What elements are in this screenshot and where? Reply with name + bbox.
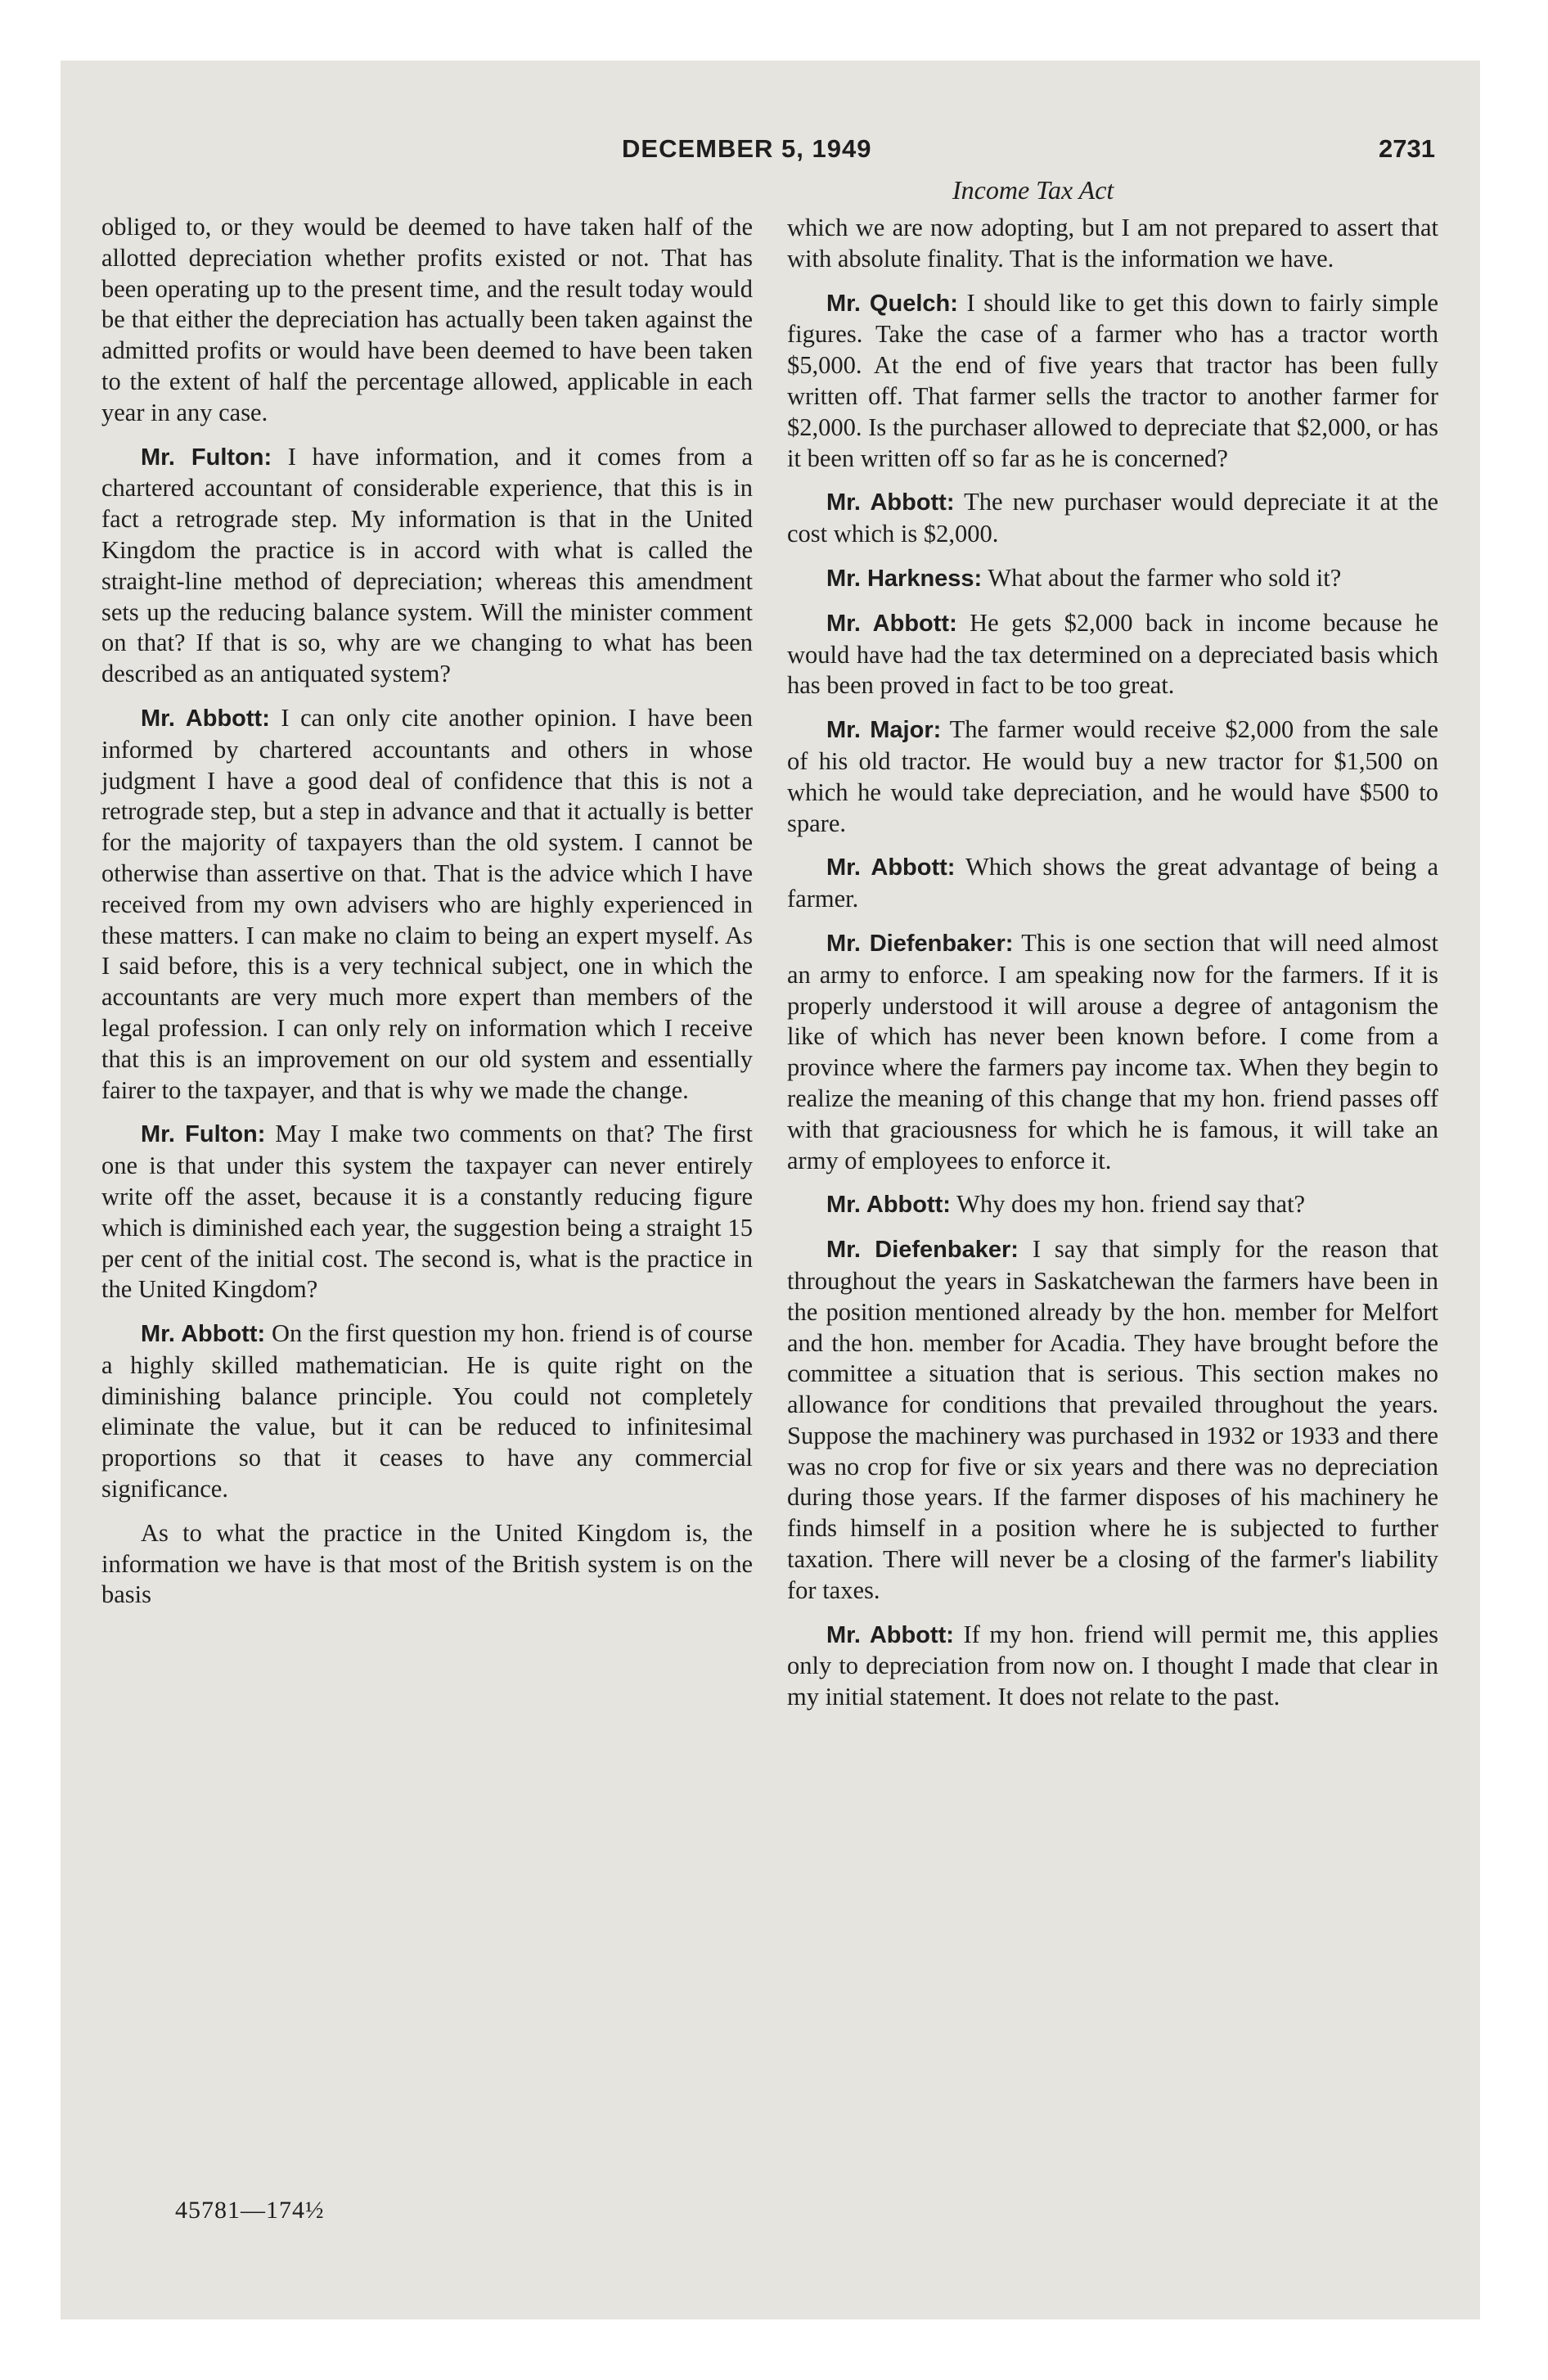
section-title: Income Tax Act <box>952 175 1114 205</box>
page-header <box>61 134 1480 183</box>
speaker-name: Mr. Harkness: <box>826 565 983 592</box>
paragraph-text: The farmer would receive $2,000 from the sale of his old tractor. He would buy a new tractor for $1,500 on which he would take depreciation, and he would have $500 to spare. <box>787 715 1438 837</box>
paragraph-text: obliged to, or they would be deemed to have taken half of the allotted depreciation whether profits existed or not. That has been operating up to the present time, and the result today would be that either the depreciation has actually been taken against the admitted profits or would have been deemed to have been taken to the extent of half the percentage allowed, applicable in each year in any case. <box>101 213 753 426</box>
paragraph-text: I have information, and it comes from a chartered accountant of considerable experience, that this is in fact a retrograde step. My information is that in the United Kingdom the practice is in accord with what is called the straight-line method of depreciation; whereas this amendment sets up the reducing balance system. Will the minister comment on that? If that is so, why are we changing to what has been described as an antiquated system? <box>101 442 753 688</box>
speech-paragraph <box>101 703 753 1106</box>
paragraph-text: On the first question my hon. friend is of course a highly skilled mathematician. He is quite right on the diminishing balance principle. You could not completely eliminate the value, but it can be reduced to infinitesimal proportions so that it ceases to have any commercial significance. <box>101 1319 754 1503</box>
speech-paragraph <box>787 288 1438 475</box>
speaker-name: Mr. Fulton: <box>141 1121 266 1148</box>
speech-paragraph <box>101 1318 753 1505</box>
paragraph-text: Which shows the great advantage of being a farmer. <box>787 853 1438 913</box>
speech-paragraph <box>101 442 753 690</box>
speech-paragraph <box>787 852 1438 915</box>
speaker-name: Mr. Abbott: <box>141 1321 266 1348</box>
paragraph-text: What about the farmer who sold it? <box>988 563 1342 592</box>
speaker-name: Mr. Fulton: <box>141 444 272 471</box>
speaker-name: Mr. Diefenbaker: <box>826 930 1014 957</box>
paragraph-text: If my hon. friend will permit me, this applies only to depreciation from now on. I thought I made that clear in my initial statement. It does not relate to the past. <box>787 1620 1438 1711</box>
speaker-name: Mr. Quelch: <box>826 290 958 317</box>
paragraph-text: He gets $2,000 back in income because he would have had the tax determined on a depreciated basis which has been proved in fact to be too great. <box>787 608 1438 700</box>
speech-paragraph <box>787 487 1438 550</box>
paragraph-text: The new purchaser would depreciate it at the cost which is $2,000. <box>787 488 1438 548</box>
page-number: 2731 <box>1379 134 1435 163</box>
paragraph-text: I say that simply for the reason that throughout the years in Saskatchewan the farmers have been in the position mentioned already by the hon. member for Melfort and the hon. member for Acadia. They have brought before the committee a situation that is serious. This section makes no allowance for conditions that prevailed throughout the years. Suppose the machinery was purchased in 1932 or 1933 and there was no crop for five or six years and there was no depreciation during those years. If the farmer disposes of his machinery he finds himself in a position where he is subjected to further taxation. There will never be a closing of the farmer's liability for taxes. <box>787 1235 1438 1604</box>
paragraph-text: which we are now adopting, but I am not prepared to assert that with absolute finality. That is the information we have. <box>787 214 1438 273</box>
speech-paragraph <box>787 563 1438 595</box>
printer-mark: 45781—174½ <box>175 2197 325 2224</box>
speech-paragraph <box>787 1234 1438 1607</box>
right-column <box>787 213 1438 1726</box>
speaker-name: Mr. Diefenbaker: <box>826 1237 1019 1264</box>
speech-paragraph <box>787 928 1438 1176</box>
speaker-name: Mr. Abbott: <box>141 705 270 732</box>
paragraph-text: May I make two comments on that? The first one is that under this system the taxpayer can never entirely write off the asset, because it is a constantly reducing figure which is diminished each year, the suggestion being a straight 15 per cent of the initial cost. The second is, what is the practice in the United Kingdom? <box>101 1120 753 1304</box>
paragraph-text: I can only cite another opinion. I have been informed by chartered accountants and others in whose judgment I have a good deal of confidence that this is not a retrograde step, but a step in advance and that it actually is better for the majority of taxpayers than the old system. I cannot be otherwise than assertive on that. That is the advice which I have received from my own advisers who are highly experienced in these matters. I can make no claim to being an expert myself. As I said before, this is a very technical subject, one in which the accountants are very much more expert than members of the legal profession. I can only rely on information which I receive that this is an improvement on our old system and essentially fairer to the taxpayer, and that is why we made the change. <box>101 703 754 1104</box>
speaker-name: Mr. Abbott: <box>826 489 955 516</box>
left-column <box>101 212 753 1624</box>
speech-paragraph <box>787 1189 1438 1221</box>
header-date: DECEMBER 5, 1949 <box>622 134 872 163</box>
speaker-name: Mr. Abbott: <box>826 1192 951 1219</box>
paragraph-text: I should like to get this down to fairly simple figures. Take the case of a farmer who has a tractor worth $5,000. At the end of five years that tractor has been fully written off. That farmer sells the tractor to another farmer for $2,000. Is the purchaser allowed to depreciate that $2,000, or has it been written off so far as he is concerned? <box>787 288 1438 472</box>
text-paragraph <box>101 212 753 429</box>
speaker-name: Mr. Major: <box>826 717 942 744</box>
text-paragraph <box>787 213 1438 275</box>
speech-paragraph <box>787 1620 1438 1713</box>
speaker-name: Mr. Abbott: <box>826 610 957 637</box>
text-paragraph <box>101 1518 753 1611</box>
speech-paragraph <box>101 1119 753 1305</box>
speech-paragraph <box>787 714 1438 839</box>
paragraph-text: This is one section that will need almost an army to enforce. I am speaking now for the farmers. If it is properly understood it will arouse a degree of antagonism the like of which has never been known before. I come from a province where the farmers pay income tax. When they begin to realize the meaning of this change that my hon. friend passes off with that graciousness for which he is famous, it will take an army of employees to enforce it. <box>787 928 1438 1174</box>
paragraph-text: Why does my hon. friend say that? <box>956 1190 1306 1219</box>
speech-paragraph <box>787 608 1438 701</box>
speaker-name: Mr. Abbott: <box>826 1621 954 1648</box>
hansard-page <box>61 61 1480 2319</box>
speaker-name: Mr. Abbott: <box>826 854 956 881</box>
paragraph-text: As to what the practice in the United Kingdom is, the information we have is that most of the British system is on the basis <box>101 1518 753 1609</box>
